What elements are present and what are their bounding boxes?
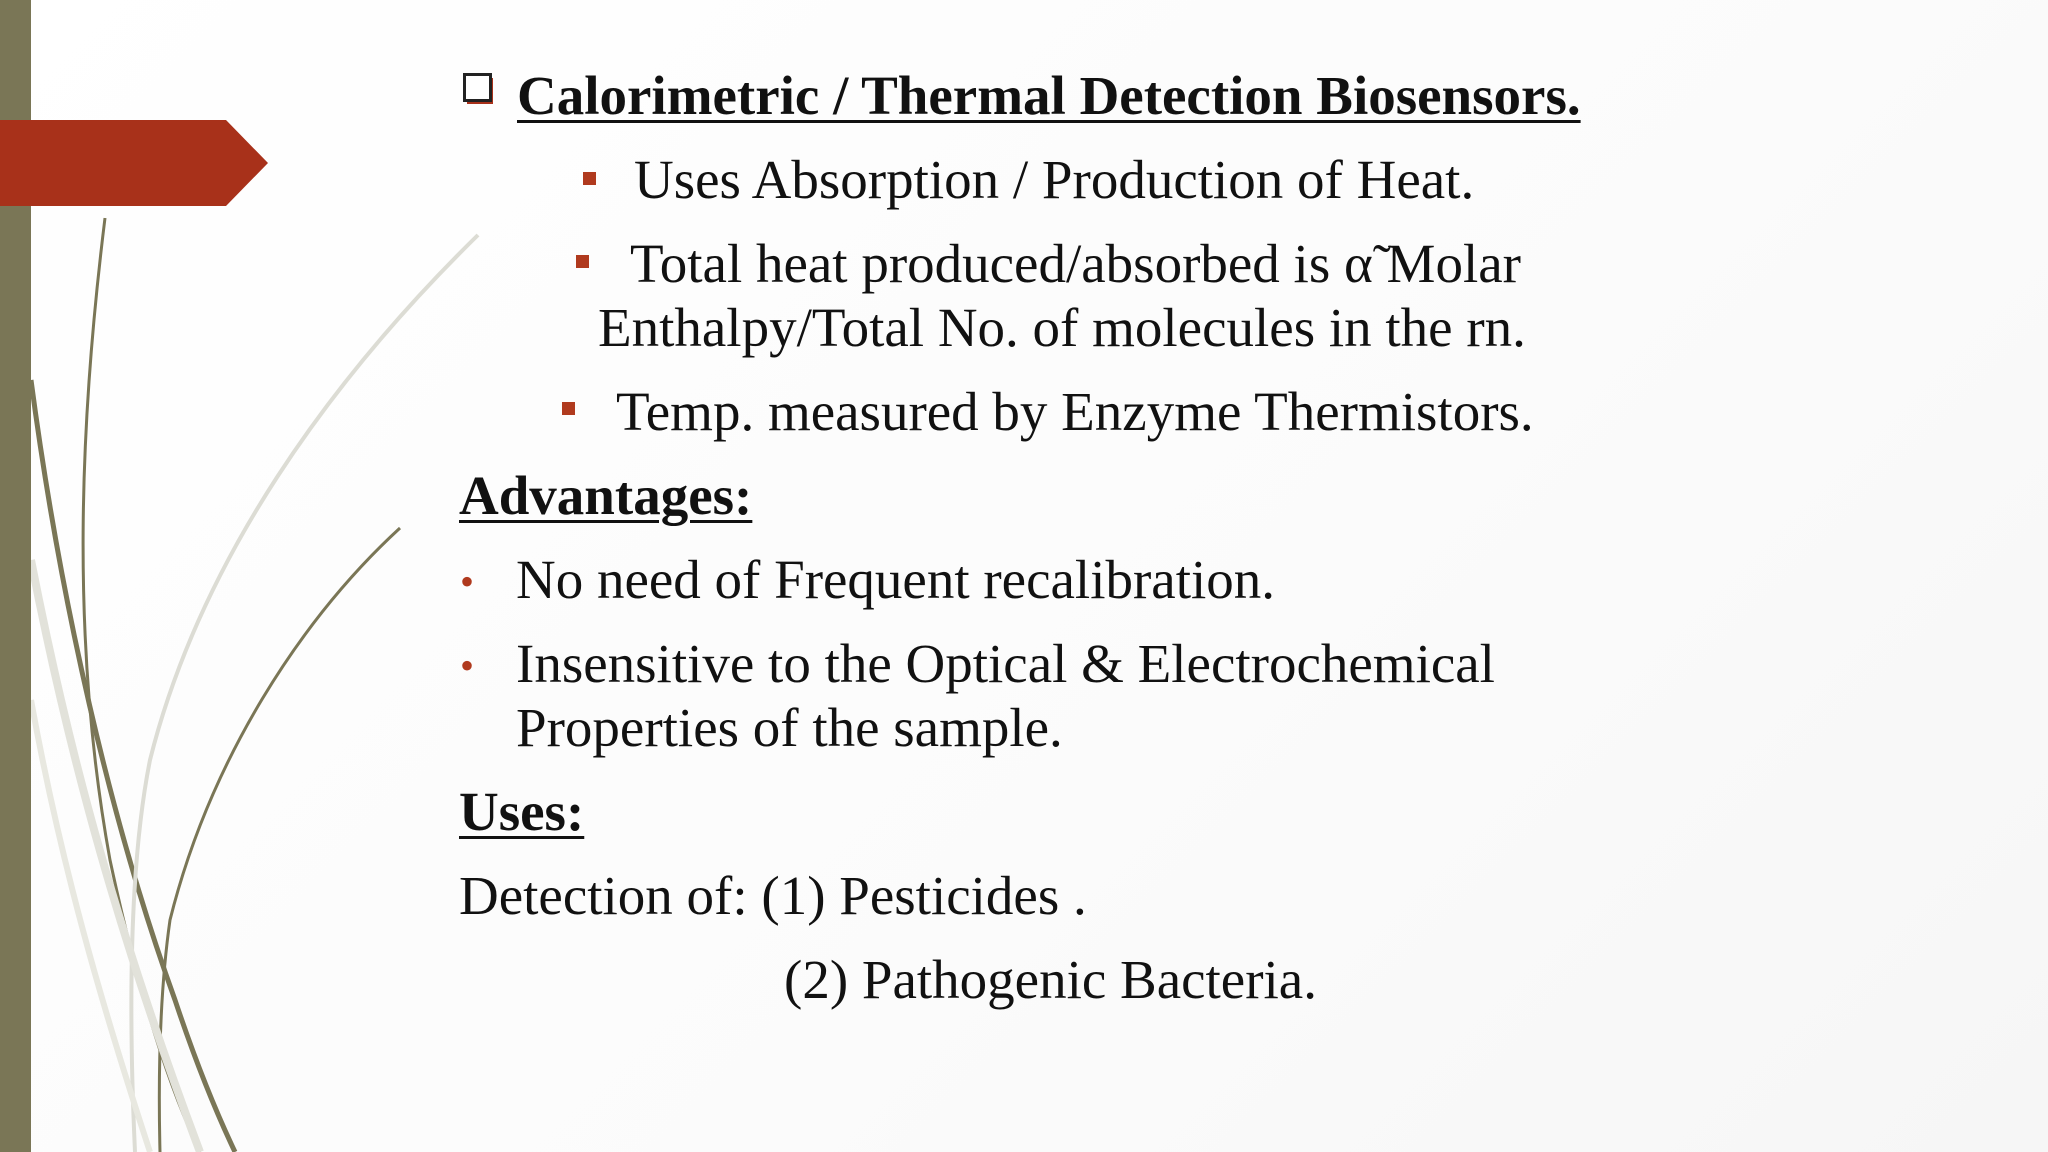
uses-line-1: Detection of: (1) Pesticides . <box>459 865 1087 926</box>
uses-heading: Uses: <box>459 781 585 842</box>
sub-bullet-2-line1: Total heat produced/absorbed is α̃ Molar <box>630 233 1521 294</box>
slide-title: Calorimetric / Thermal Detection Biosensors. <box>517 65 1581 126</box>
advantage-item-2-line1: Insensitive to the Optical & Electrochemical <box>516 633 1495 694</box>
sub-bullet-3: Temp. measured by Enzyme Thermistors. <box>616 381 1534 442</box>
advantages-heading: Advantages: <box>459 465 753 526</box>
square-bullet-icon <box>576 255 589 268</box>
advantage-item-1: No need of Frequent recalibration. <box>516 549 1276 610</box>
uses-line-2: (2) Pathogenic Bacteria. <box>784 949 1317 1010</box>
round-bullet-icon: • <box>460 559 475 604</box>
round-bullet-icon: • <box>460 643 475 688</box>
sub-bullet-1: Uses Absorption / Production of Heat. <box>634 149 1475 210</box>
advantage-item-2-line2: Properties of the sample. <box>516 697 1063 758</box>
checkbox-icon <box>463 72 497 108</box>
square-bullet-icon <box>562 402 575 415</box>
square-bullet-icon <box>583 172 596 185</box>
sub-bullet-2-line2: Enthalpy/Total No. of molecules in the rn. <box>598 297 1526 358</box>
